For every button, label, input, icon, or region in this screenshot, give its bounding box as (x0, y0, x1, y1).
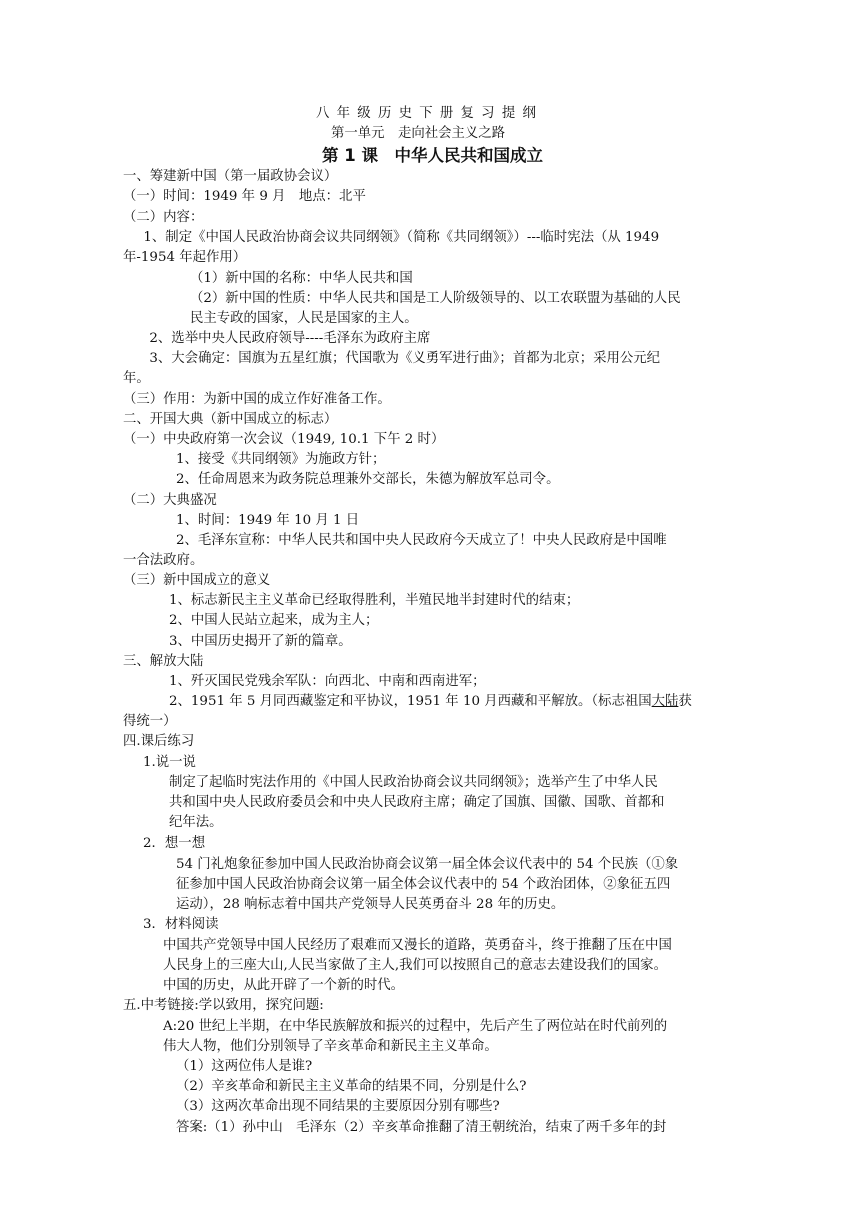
s4-q3-heading: 3．材料阅读 (143, 917, 219, 932)
s4-q3-line3: 中国的历史，从此开辟了一个新的时代。 (163, 978, 405, 993)
s5-q3: （3）这两次革命出现不同结果的主要原因分别有哪些? (176, 1099, 500, 1114)
s4-q2-heading: 2．想一想 (143, 836, 206, 851)
s4-q3-line1: 中国共产党领导中国人民经历了艰难而又漫长的道路，英勇奋斗，终于推翻了压在中国 (163, 938, 672, 953)
s5-a-line1: A:20 世纪上半期，在中华民族解放和振兴的过程中，先后产生了两位站在时代前列的 (163, 1019, 668, 1034)
s4-q3-line2: 人民身上的三座大山,人民当家做了主人,我们可以按照自己的意志去建设我们的国家。 (163, 958, 667, 973)
s1-content-heading: （二）内容： (123, 210, 204, 225)
s2-sub3-item3: 3、中国历史揭开了新的篇章。 (169, 634, 352, 649)
s4-q2-line2: 征参加中国人民政治协商会议第一届全体会议代表中的 54 个政治团体，②象征五四 (176, 877, 671, 892)
s1-item3-line2: 年。 (123, 371, 150, 386)
s2-sub3-item1: 1、标志新民主主义革命已经取得胜利，半殖民地半封建时代的结束； (169, 593, 580, 608)
s1-item1-sub1: （1）新中国的名称：中华人民共和国 (190, 271, 413, 286)
s1-item1-line1: 1、制定《中国人民政治协商会议共同纲领》（简称《共同纲领》）---临时宪法（从 1949 (130, 230, 660, 245)
s1-item1-line2: 年-1954 年起作用） (123, 250, 247, 265)
unit-title: 第一单元 走向社会主义之路 (331, 126, 506, 141)
section-5-heading: 五.中考链接:学以致用，探究问题: (123, 998, 324, 1013)
section-1-heading: 一、筹建新中国（第一届政协会议） (123, 169, 338, 184)
s4-q1-heading: 1.说一说 (143, 755, 196, 770)
s4-q1-line2: 共和国中央人民政府委员会和中央人民政府主席；确定了国旗、国徽、国歌、首都和 (169, 795, 665, 810)
s2-sub3-item2: 2、中国人民站立起来，成为主人； (169, 613, 379, 628)
s3-item2-tail: 获 (678, 694, 692, 709)
s3-item2-line1 (169, 693, 692, 711)
s2-sub3-heading: （三）新中国成立的意义 (123, 573, 271, 588)
s2-sub2-heading: （二）大典盛况 (123, 493, 217, 508)
s1-item1-sub2-line2: 民主专政的国家，人民是国家的主人。 (190, 311, 418, 326)
lesson-title: 第 1 课 中华人民共和国成立 (322, 146, 543, 165)
s4-q1-line1: 制定了起临时宪法作用的《中国人民政治协商会议共同纲领》；选举产生了中华人民 (169, 775, 658, 790)
s1-item2: 2、选举中央人民政府领导----毛泽东为政府主席 (136, 331, 431, 346)
s3-item1: 1、歼灭国民党残余军队：向西北、中南和西南进军； (169, 674, 486, 689)
s1-item1-sub2-line1: （2）新中国的性质：中华人民共和国是工人阶级领导的、以工农联盟为基础的人民 (190, 291, 681, 306)
s5-q1: （1）这两位伟人是谁? (176, 1059, 313, 1074)
section-3-heading: 三、解放大陆 (123, 654, 204, 669)
s1-effect: （三）作用：为新中国的成立作好准备工作。 (123, 392, 391, 407)
s2-sub1-heading: （一）中央政府第一次会议（1949, 10.1 下午 2 时） (123, 432, 445, 447)
s4-q2-line1: 54 门礼炮象征参加中国人民政治协商会议第一届全体会议代表中的 54 个民族（①象 (176, 857, 679, 872)
s1-item3-line1: 3、大会确定：国旗为五星红旗；代国歌为《义勇军进行曲》；首都为北京；采用公元纪 (136, 351, 661, 366)
document-title: 八 年 级 历 史 下 册 复 习 提 纲 (316, 106, 538, 121)
s2-sub2-item2-line2: 一合法政府。 (123, 553, 204, 568)
s2-sub1-item1: 1、接受《共同纲领》为施政方针； (176, 452, 386, 467)
section-4-heading: 四.课后练习 (123, 734, 195, 749)
s4-q1-line3: 纪年法。 (169, 815, 223, 830)
s1-time-place: （一）时间：1949 年 9 月 地点：北平 (123, 189, 366, 204)
s2-sub2-item1: 1、时间：1949 年 10 月 1 日 (176, 513, 360, 528)
section-2-heading: 二、开国大典（新中国成立的标志） (123, 412, 338, 427)
s5-a-line2: 伟大人物，他们分别领导了辛亥革命和新民主主义革命。 (163, 1039, 498, 1054)
s5-q2: （2）辛亥革命和新民主主义革命的结果不同，分别是什么? (176, 1079, 527, 1094)
s3-item2-line2: 得统一） (123, 714, 177, 729)
s3-item2-underlined: 大陆 (651, 694, 679, 709)
s2-sub2-item2-line1: 2、毛泽东宣称：中华人民共和国中央人民政府今天成立了！中央人民政府是中国唯 (176, 533, 667, 548)
s4-q2-line3: 运动），28 响标志着中国共产党领导人民英勇奋斗 28 年的历史。 (176, 897, 565, 912)
s3-item2-text: 2、1951 年 5 月同西藏鉴定和平协议，1951 年 10 月西藏和平解放。（标志祖国 (169, 694, 652, 709)
s2-sub1-item2: 2、任命周恩来为政务院总理兼外交部长，朱德为解放军总司令。 (176, 472, 560, 487)
s5-answer: 答案:（1）孙中山 毛泽东（2）辛亥革命推翻了清王朝统治，结束了两千多年的封 (176, 1120, 667, 1135)
